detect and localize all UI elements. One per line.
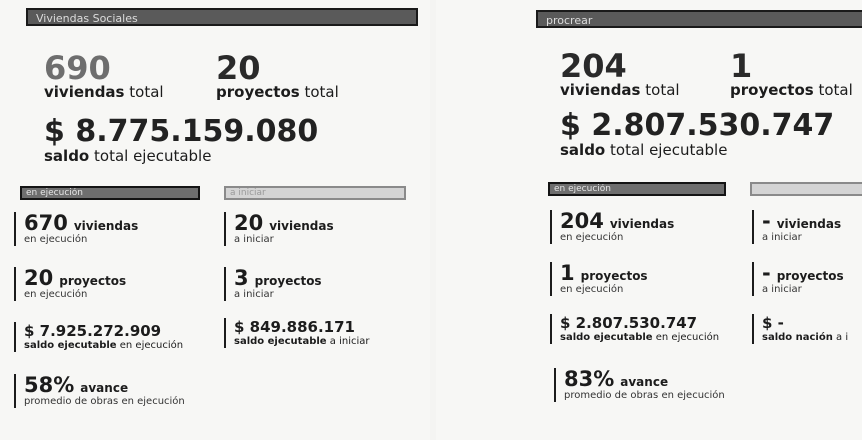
init-header bbox=[750, 182, 862, 196]
exec-avance: 83% avance promedio de obras en ejecución bbox=[554, 368, 725, 402]
init-saldo: $ - saldo nación a i bbox=[752, 314, 848, 344]
total-viviendas: 690 viviendas total bbox=[44, 49, 164, 101]
exec-proyectos: 20 proyectos en ejecución bbox=[14, 267, 126, 301]
left-panel bbox=[0, 0, 430, 440]
exec-proyectos: 1 proyectos en ejecución bbox=[550, 262, 648, 296]
exec-saldo: $ 7.925.272.909 saldo ejecutable en ejecución bbox=[14, 322, 183, 352]
section-header: Viviendas Sociales bbox=[26, 8, 418, 26]
exec-saldo: $ 2.807.530.747 saldo ejecutable en ejecución bbox=[550, 314, 719, 344]
total-proyectos: 1 proyectos total bbox=[730, 47, 853, 99]
total-viviendas: 204 viviendas total bbox=[560, 47, 680, 99]
right-panel bbox=[436, 0, 862, 440]
exec-viviendas: 204 viviendas en ejecución bbox=[550, 210, 674, 244]
init-proyectos: - proyectos a iniciar bbox=[752, 262, 844, 296]
saldo-total: $ 8.775.159.080 saldo total ejecutable bbox=[44, 114, 319, 165]
init-header: a iniciar bbox=[224, 186, 406, 200]
init-proyectos: 3 proyectos a iniciar bbox=[224, 267, 322, 301]
exec-viviendas: 670 viviendas en ejecución bbox=[14, 212, 138, 246]
exec-avance: 58% avance promedio de obras en ejecución bbox=[14, 374, 185, 408]
exec-header: en ejecución bbox=[548, 182, 726, 196]
saldo-total: $ 2.807.530.747 saldo total ejecutable bbox=[560, 108, 835, 159]
init-saldo: $ 849.886.171 saldo ejecutable a iniciar bbox=[224, 318, 369, 348]
init-viviendas: - viviendas a iniciar bbox=[752, 210, 841, 244]
section-header: procrear bbox=[536, 10, 862, 28]
init-viviendas: 20 viviendas a iniciar bbox=[224, 212, 334, 246]
total-proyectos: 20 proyectos total bbox=[216, 49, 339, 101]
exec-header: en ejecución bbox=[20, 186, 200, 200]
